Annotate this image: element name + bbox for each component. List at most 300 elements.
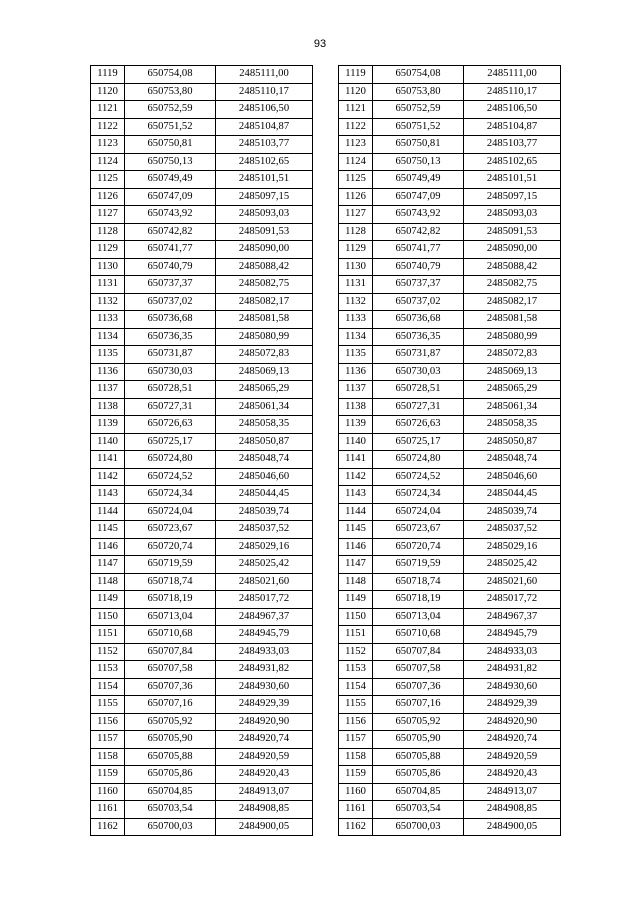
x-coordinate-cell: 650713,04 — [373, 608, 464, 626]
x-coordinate-cell: 650737,37 — [125, 276, 216, 294]
y-coordinate-cell: 2485082,75 — [216, 276, 313, 294]
table-row — [91, 398, 313, 416]
y-coordinate-cell: 2485091,53 — [216, 223, 313, 241]
table-row — [91, 346, 313, 364]
table-row — [339, 311, 561, 329]
point-number-cell: 1153 — [91, 661, 125, 679]
table-row — [339, 223, 561, 241]
coordinates-table-left — [90, 65, 313, 836]
table-row — [339, 258, 561, 276]
x-coordinate-cell: 650705,86 — [373, 766, 464, 784]
table-row — [91, 328, 313, 346]
coordinates-table-right — [338, 65, 561, 836]
x-coordinate-cell: 650703,54 — [125, 801, 216, 819]
point-number-cell: 1119 — [91, 66, 125, 84]
table-row — [339, 538, 561, 556]
x-coordinate-cell: 650726,63 — [373, 416, 464, 434]
table-row — [339, 713, 561, 731]
table-row — [339, 661, 561, 679]
x-coordinate-cell: 650707,84 — [125, 643, 216, 661]
y-coordinate-cell: 2484933,03 — [464, 643, 561, 661]
y-coordinate-cell: 2484920,59 — [464, 748, 561, 766]
x-coordinate-cell: 650754,08 — [373, 66, 464, 84]
point-number-cell: 1139 — [339, 416, 373, 434]
table-row — [339, 643, 561, 661]
point-number-cell: 1123 — [91, 136, 125, 154]
point-number-cell: 1143 — [339, 486, 373, 504]
y-coordinate-cell: 2485017,72 — [464, 591, 561, 609]
point-number-cell: 1152 — [339, 643, 373, 661]
table-row — [339, 433, 561, 451]
point-number-cell: 1153 — [339, 661, 373, 679]
y-coordinate-cell: 2484931,82 — [464, 661, 561, 679]
point-number-cell: 1157 — [91, 731, 125, 749]
point-number-cell: 1119 — [339, 66, 373, 84]
table-row — [339, 451, 561, 469]
point-number-cell: 1124 — [91, 153, 125, 171]
y-coordinate-cell: 2485101,51 — [464, 171, 561, 189]
table-row — [339, 468, 561, 486]
table-row — [91, 591, 313, 609]
x-coordinate-cell: 650742,82 — [373, 223, 464, 241]
point-number-cell: 1135 — [91, 346, 125, 364]
point-number-cell: 1150 — [339, 608, 373, 626]
table-row — [339, 83, 561, 101]
table-row — [339, 521, 561, 539]
x-coordinate-cell: 650731,87 — [373, 346, 464, 364]
point-number-cell: 1155 — [91, 696, 125, 714]
table-row — [339, 766, 561, 784]
point-number-cell: 1139 — [91, 416, 125, 434]
y-coordinate-cell: 2485017,72 — [216, 591, 313, 609]
y-coordinate-cell: 2485046,60 — [216, 468, 313, 486]
x-coordinate-cell: 650737,37 — [373, 276, 464, 294]
table-row — [339, 556, 561, 574]
x-coordinate-cell: 650728,51 — [125, 381, 216, 399]
point-number-cell: 1158 — [91, 748, 125, 766]
x-coordinate-cell: 650718,19 — [125, 591, 216, 609]
y-coordinate-cell: 2485102,65 — [464, 153, 561, 171]
table-row — [91, 713, 313, 731]
point-number-cell: 1154 — [91, 678, 125, 696]
point-number-cell: 1129 — [339, 241, 373, 259]
x-coordinate-cell: 650736,35 — [373, 328, 464, 346]
point-number-cell: 1162 — [91, 818, 125, 836]
table-row — [91, 363, 313, 381]
point-number-cell: 1161 — [339, 801, 373, 819]
y-coordinate-cell: 2485097,15 — [464, 188, 561, 206]
y-coordinate-cell: 2485050,87 — [464, 433, 561, 451]
table-row — [339, 731, 561, 749]
table-row — [91, 311, 313, 329]
point-number-cell: 1148 — [91, 573, 125, 591]
y-coordinate-cell: 2485061,34 — [216, 398, 313, 416]
y-coordinate-cell: 2485082,17 — [216, 293, 313, 311]
y-coordinate-cell: 2485065,29 — [216, 381, 313, 399]
x-coordinate-cell: 650750,81 — [373, 136, 464, 154]
point-number-cell: 1156 — [91, 713, 125, 731]
y-coordinate-cell: 2485102,65 — [216, 153, 313, 171]
y-coordinate-cell: 2485111,00 — [216, 66, 313, 84]
table-row — [339, 818, 561, 836]
x-coordinate-cell: 650737,02 — [125, 293, 216, 311]
point-number-cell: 1120 — [339, 83, 373, 101]
x-coordinate-cell: 650724,80 — [373, 451, 464, 469]
y-coordinate-cell: 2485106,50 — [216, 101, 313, 119]
x-coordinate-cell: 650752,59 — [373, 101, 464, 119]
point-number-cell: 1161 — [91, 801, 125, 819]
y-coordinate-cell: 2485050,87 — [216, 433, 313, 451]
x-coordinate-cell: 650724,34 — [125, 486, 216, 504]
x-coordinate-cell: 650703,54 — [373, 801, 464, 819]
point-number-cell: 1144 — [91, 503, 125, 521]
x-coordinate-cell: 650731,87 — [125, 346, 216, 364]
y-coordinate-cell: 2485044,45 — [216, 486, 313, 504]
point-number-cell: 1132 — [91, 293, 125, 311]
x-coordinate-cell: 650740,79 — [373, 258, 464, 276]
x-coordinate-cell: 650710,68 — [373, 626, 464, 644]
y-coordinate-cell: 2485093,03 — [216, 206, 313, 224]
x-coordinate-cell: 650749,49 — [373, 171, 464, 189]
x-coordinate-cell: 650705,86 — [125, 766, 216, 784]
point-number-cell: 1140 — [91, 433, 125, 451]
point-number-cell: 1160 — [91, 783, 125, 801]
y-coordinate-cell: 2484933,03 — [216, 643, 313, 661]
point-number-cell: 1121 — [339, 101, 373, 119]
table-row — [91, 276, 313, 294]
x-coordinate-cell: 650720,74 — [373, 538, 464, 556]
table-row — [91, 801, 313, 819]
y-coordinate-cell: 2485088,42 — [216, 258, 313, 276]
point-number-cell: 1159 — [91, 766, 125, 784]
table-row — [339, 626, 561, 644]
x-coordinate-cell: 650724,52 — [373, 468, 464, 486]
table-row — [339, 171, 561, 189]
point-number-cell: 1126 — [91, 188, 125, 206]
point-number-cell: 1140 — [339, 433, 373, 451]
x-coordinate-cell: 650726,63 — [125, 416, 216, 434]
point-number-cell: 1135 — [339, 346, 373, 364]
y-coordinate-cell: 2485082,75 — [464, 276, 561, 294]
table-row — [91, 538, 313, 556]
x-coordinate-cell: 650700,03 — [125, 818, 216, 836]
point-number-cell: 1137 — [339, 381, 373, 399]
y-coordinate-cell: 2485039,74 — [216, 503, 313, 521]
table-row — [91, 153, 313, 171]
point-number-cell: 1134 — [339, 328, 373, 346]
y-coordinate-cell: 2484920,74 — [216, 731, 313, 749]
point-number-cell: 1133 — [339, 311, 373, 329]
y-coordinate-cell: 2484908,85 — [464, 801, 561, 819]
x-coordinate-cell: 650700,03 — [373, 818, 464, 836]
table-row — [91, 748, 313, 766]
table-row — [339, 381, 561, 399]
table-row — [91, 118, 313, 136]
y-coordinate-cell: 2485025,42 — [216, 556, 313, 574]
x-coordinate-cell: 650749,49 — [125, 171, 216, 189]
table-row — [339, 748, 561, 766]
point-number-cell: 1157 — [339, 731, 373, 749]
x-coordinate-cell: 650751,52 — [373, 118, 464, 136]
point-number-cell: 1127 — [339, 206, 373, 224]
x-coordinate-cell: 650713,04 — [125, 608, 216, 626]
y-coordinate-cell: 2485044,45 — [464, 486, 561, 504]
y-coordinate-cell: 2484929,39 — [464, 696, 561, 714]
point-number-cell: 1138 — [91, 398, 125, 416]
x-coordinate-cell: 650707,84 — [373, 643, 464, 661]
y-coordinate-cell: 2485111,00 — [464, 66, 561, 84]
x-coordinate-cell: 650753,80 — [373, 83, 464, 101]
y-coordinate-cell: 2485029,16 — [216, 538, 313, 556]
point-number-cell: 1148 — [339, 573, 373, 591]
y-coordinate-cell: 2485021,60 — [216, 573, 313, 591]
x-coordinate-cell: 650741,77 — [373, 241, 464, 259]
point-number-cell: 1128 — [339, 223, 373, 241]
table-row — [91, 503, 313, 521]
table-row — [339, 241, 561, 259]
x-coordinate-cell: 650705,88 — [125, 748, 216, 766]
x-coordinate-cell: 650705,92 — [373, 713, 464, 731]
table-row — [91, 293, 313, 311]
x-coordinate-cell: 650736,35 — [125, 328, 216, 346]
table-row — [91, 136, 313, 154]
y-coordinate-cell: 2484920,43 — [216, 766, 313, 784]
y-coordinate-cell: 2484913,07 — [464, 783, 561, 801]
point-number-cell: 1162 — [339, 818, 373, 836]
point-number-cell: 1122 — [91, 118, 125, 136]
table-row — [339, 591, 561, 609]
x-coordinate-cell: 650727,31 — [125, 398, 216, 416]
x-coordinate-cell: 650747,09 — [373, 188, 464, 206]
point-number-cell: 1124 — [339, 153, 373, 171]
y-coordinate-cell: 2485029,16 — [464, 538, 561, 556]
y-coordinate-cell: 2484930,60 — [464, 678, 561, 696]
point-number-cell: 1129 — [91, 241, 125, 259]
x-coordinate-cell: 650740,79 — [125, 258, 216, 276]
y-coordinate-cell: 2484929,39 — [216, 696, 313, 714]
table-row — [91, 678, 313, 696]
x-coordinate-cell: 650718,74 — [125, 573, 216, 591]
table-row — [91, 188, 313, 206]
x-coordinate-cell: 650736,68 — [373, 311, 464, 329]
point-number-cell: 1143 — [91, 486, 125, 504]
y-coordinate-cell: 2485046,60 — [464, 468, 561, 486]
y-coordinate-cell: 2485081,58 — [216, 311, 313, 329]
table-row — [91, 556, 313, 574]
x-coordinate-cell: 650737,02 — [373, 293, 464, 311]
point-number-cell: 1146 — [91, 538, 125, 556]
y-coordinate-cell: 2485048,74 — [464, 451, 561, 469]
x-coordinate-cell: 650720,74 — [125, 538, 216, 556]
y-coordinate-cell: 2485110,17 — [464, 83, 561, 101]
y-coordinate-cell: 2484908,85 — [216, 801, 313, 819]
table-row — [339, 398, 561, 416]
table-row — [91, 101, 313, 119]
point-number-cell: 1154 — [339, 678, 373, 696]
x-coordinate-cell: 650724,52 — [125, 468, 216, 486]
y-coordinate-cell: 2485069,13 — [464, 363, 561, 381]
table-row — [91, 818, 313, 836]
x-coordinate-cell: 650707,36 — [373, 678, 464, 696]
table-row — [91, 468, 313, 486]
y-coordinate-cell: 2484920,90 — [216, 713, 313, 731]
x-coordinate-cell: 650705,90 — [125, 731, 216, 749]
point-number-cell: 1121 — [91, 101, 125, 119]
x-coordinate-cell: 650750,81 — [125, 136, 216, 154]
point-number-cell: 1151 — [91, 626, 125, 644]
x-coordinate-cell: 650728,51 — [373, 381, 464, 399]
page-number: 93 — [313, 38, 327, 50]
y-coordinate-cell: 2484967,37 — [464, 608, 561, 626]
table-row — [91, 83, 313, 101]
y-coordinate-cell: 2485048,74 — [216, 451, 313, 469]
x-coordinate-cell: 650719,59 — [373, 556, 464, 574]
point-number-cell: 1156 — [339, 713, 373, 731]
table-row — [339, 783, 561, 801]
x-coordinate-cell: 650730,03 — [125, 363, 216, 381]
table-row — [91, 766, 313, 784]
y-coordinate-cell: 2485058,35 — [216, 416, 313, 434]
x-coordinate-cell: 650727,31 — [373, 398, 464, 416]
y-coordinate-cell: 2484920,74 — [464, 731, 561, 749]
x-coordinate-cell: 650710,68 — [125, 626, 216, 644]
y-coordinate-cell: 2484920,59 — [216, 748, 313, 766]
point-number-cell: 1141 — [339, 451, 373, 469]
x-coordinate-cell: 650724,34 — [373, 486, 464, 504]
x-coordinate-cell: 650753,80 — [125, 83, 216, 101]
point-number-cell: 1142 — [339, 468, 373, 486]
y-coordinate-cell: 2485058,35 — [464, 416, 561, 434]
point-number-cell: 1120 — [91, 83, 125, 101]
table-row — [339, 293, 561, 311]
y-coordinate-cell: 2484920,90 — [464, 713, 561, 731]
point-number-cell: 1125 — [339, 171, 373, 189]
y-coordinate-cell: 2485101,51 — [216, 171, 313, 189]
point-number-cell: 1137 — [91, 381, 125, 399]
table-row — [339, 486, 561, 504]
x-coordinate-cell: 650724,04 — [125, 503, 216, 521]
point-number-cell: 1152 — [91, 643, 125, 661]
point-number-cell: 1136 — [91, 363, 125, 381]
y-coordinate-cell: 2484967,37 — [216, 608, 313, 626]
x-coordinate-cell: 650707,58 — [373, 661, 464, 679]
point-number-cell: 1158 — [339, 748, 373, 766]
y-coordinate-cell: 2485061,34 — [464, 398, 561, 416]
point-number-cell: 1133 — [91, 311, 125, 329]
y-coordinate-cell: 2484930,60 — [216, 678, 313, 696]
x-coordinate-cell: 650742,82 — [125, 223, 216, 241]
y-coordinate-cell: 2484913,07 — [216, 783, 313, 801]
table-row — [339, 678, 561, 696]
y-coordinate-cell: 2484931,82 — [216, 661, 313, 679]
x-coordinate-cell: 650750,13 — [373, 153, 464, 171]
y-coordinate-cell: 2485072,83 — [216, 346, 313, 364]
y-coordinate-cell: 2485081,58 — [464, 311, 561, 329]
x-coordinate-cell: 650718,19 — [373, 591, 464, 609]
table-row — [339, 363, 561, 381]
y-coordinate-cell: 2485103,77 — [464, 136, 561, 154]
x-coordinate-cell: 650752,59 — [125, 101, 216, 119]
point-number-cell: 1146 — [339, 538, 373, 556]
table-row — [91, 626, 313, 644]
x-coordinate-cell: 650707,16 — [373, 696, 464, 714]
point-number-cell: 1127 — [91, 206, 125, 224]
point-number-cell: 1123 — [339, 136, 373, 154]
table-row — [91, 66, 313, 84]
x-coordinate-cell: 650704,85 — [125, 783, 216, 801]
point-number-cell: 1130 — [91, 258, 125, 276]
point-number-cell: 1131 — [91, 276, 125, 294]
y-coordinate-cell: 2484900,05 — [464, 818, 561, 836]
y-coordinate-cell: 2485088,42 — [464, 258, 561, 276]
point-number-cell: 1126 — [339, 188, 373, 206]
table-row — [91, 608, 313, 626]
table-row — [91, 696, 313, 714]
table-row — [91, 416, 313, 434]
table-row — [91, 573, 313, 591]
x-coordinate-cell: 650707,16 — [125, 696, 216, 714]
x-coordinate-cell: 650741,77 — [125, 241, 216, 259]
x-coordinate-cell: 650750,13 — [125, 153, 216, 171]
point-number-cell: 1130 — [339, 258, 373, 276]
x-coordinate-cell: 650730,03 — [373, 363, 464, 381]
y-coordinate-cell: 2485090,00 — [464, 241, 561, 259]
y-coordinate-cell: 2485069,13 — [216, 363, 313, 381]
y-coordinate-cell: 2485065,29 — [464, 381, 561, 399]
x-coordinate-cell: 650705,90 — [373, 731, 464, 749]
y-coordinate-cell: 2485110,17 — [216, 83, 313, 101]
point-number-cell: 1144 — [339, 503, 373, 521]
y-coordinate-cell: 2484945,79 — [216, 626, 313, 644]
point-number-cell: 1132 — [339, 293, 373, 311]
table-row — [91, 258, 313, 276]
point-number-cell: 1150 — [91, 608, 125, 626]
table-row — [91, 661, 313, 679]
y-coordinate-cell: 2485104,87 — [464, 118, 561, 136]
table-row — [339, 66, 561, 84]
x-coordinate-cell: 650705,88 — [373, 748, 464, 766]
table-row — [91, 486, 313, 504]
table-row — [339, 573, 561, 591]
x-coordinate-cell: 650707,58 — [125, 661, 216, 679]
x-coordinate-cell: 650724,04 — [373, 503, 464, 521]
y-coordinate-cell: 2485082,17 — [464, 293, 561, 311]
table-row — [91, 171, 313, 189]
table-row — [339, 328, 561, 346]
point-number-cell: 1159 — [339, 766, 373, 784]
x-coordinate-cell: 650707,36 — [125, 678, 216, 696]
y-coordinate-cell: 2485039,74 — [464, 503, 561, 521]
y-coordinate-cell: 2485021,60 — [464, 573, 561, 591]
point-number-cell: 1125 — [91, 171, 125, 189]
table-row — [339, 188, 561, 206]
y-coordinate-cell: 2485080,99 — [216, 328, 313, 346]
y-coordinate-cell: 2484900,05 — [216, 818, 313, 836]
y-coordinate-cell: 2485093,03 — [464, 206, 561, 224]
x-coordinate-cell: 650723,67 — [373, 521, 464, 539]
point-number-cell: 1147 — [339, 556, 373, 574]
table-row — [339, 503, 561, 521]
x-coordinate-cell: 650754,08 — [125, 66, 216, 84]
table-row — [91, 206, 313, 224]
point-number-cell: 1136 — [339, 363, 373, 381]
point-number-cell: 1149 — [91, 591, 125, 609]
table-row — [339, 136, 561, 154]
y-coordinate-cell: 2484920,43 — [464, 766, 561, 784]
table-row — [339, 276, 561, 294]
x-coordinate-cell: 650719,59 — [125, 556, 216, 574]
x-coordinate-cell: 650704,85 — [373, 783, 464, 801]
